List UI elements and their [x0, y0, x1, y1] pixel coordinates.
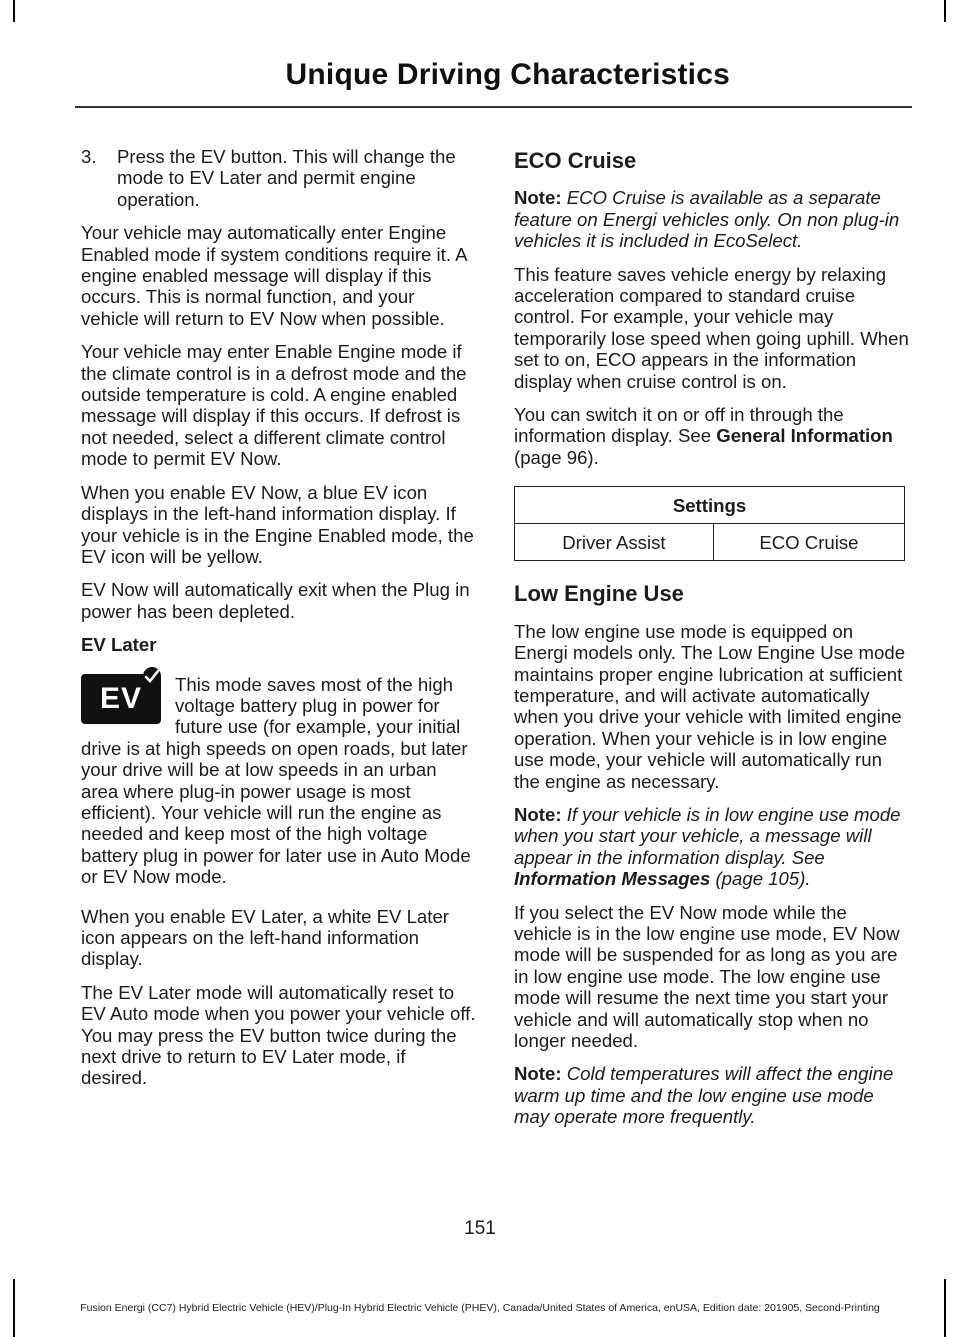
ev-badge-text: EV [99, 681, 143, 715]
page-footer: Fusion Energi (CC7) Hybrid Electric Vehicle (HEV)/Plug-In Hybrid Electric Vehicle (PHEV), Canada/United States of America, enUSA, Edition date: 201905, Second-Printing [80, 1302, 880, 1314]
paragraph-engine-enabled: Your vehicle may automatically enter Engine Enabled mode if system conditions require it. A engine enabled message will display if this occurs. This is normal function, and your vehicle will return to EV Now when possible. [81, 222, 467, 329]
paragraph-eco-cruise-switch [514, 404, 909, 468]
paragraph-enable-engine: Your vehicle may enter Enable Engine mode if the climate control is in a defrost mode and the outside temperature is cold. A engine enabled message will display if this occurs. If defrost is not needed, select a different climate control mode to permit EV Now. [81, 341, 467, 470]
crop-mark-top-left [13, 0, 15, 22]
paragraph-ev-later-icon: When you enable EV Later, a white EV Later icon appears on the left-hand information display. [81, 905, 449, 970]
step-text: Press the EV button. This will change the mode to EV Later and permit engine operation. [117, 146, 456, 210]
note-text: Cold temperatures will affect the engine warm up time and the low engine use mode may operate more frequently. [514, 1063, 894, 1128]
paragraph-ev-later-desc: This mode saves most of the high voltage battery plug in power for future use (for example, your initial drive is at high speeds on open roads, but later your drive will be at low speeds in an urban area where plug-in power usage is most efficient). Your vehicle will run the engine as needed and keep most of the high voltage battery plug in power for later use in Auto Mode or EV Now mode. [81, 673, 471, 888]
step-3 [81, 146, 476, 210]
heading-eco-cruise: ECO Cruise [514, 148, 637, 173]
paragraph-eco-cruise-desc: This feature saves vehicle energy by relaxing acceleration compared to standard cruise control. For example, your vehicle may temporarily lose speed when going uphill. When set to on, ECO appears in the information display when cruise control is on. [514, 263, 909, 392]
note-label: Note: [514, 187, 562, 209]
heading-ev-later: EV Later [81, 634, 157, 656]
note-cold-temperatures [514, 1063, 909, 1127]
paragraph-low-engine-ev-now: If you select the EV Now mode while the vehicle is in the low engine use mode, EV Now mode will be suspended for as long as you are in low engine use mode. The low engine use mode will resume the next time you start your vehicle and will automatically stop when no longer needed. [514, 901, 900, 1051]
crop-mark-top-right [944, 0, 946, 22]
settings-cell-eco-cruise: ECO Cruise [713, 524, 904, 561]
settings-table-header: Settings [515, 487, 905, 524]
link-general-information[interactable]: General Information [716, 425, 893, 447]
heading-low-engine-use: Low Engine Use [514, 581, 684, 607]
note-eco-cruise [514, 187, 909, 251]
note-text: ECO Cruise is available as a separate feature on Energi vehicles only. On non plug-in vehicles it is included in EcoSelect. [514, 187, 900, 252]
switch-text: You can switch it on or off in through the information display. See [514, 404, 844, 447]
note-page-ref: (page 105). [710, 868, 811, 890]
check-icon [141, 666, 163, 686]
note-low-engine-message [514, 804, 909, 890]
paragraph-low-engine-desc: The low engine use mode is equipped on Energi models only. The Low Engine Use mode maintains proper engine lubrication at sufficient temperature, and will activate automatically when you drive your vehicle with limited engine operation. When your vehicle is in low engine use mode, your vehicle will automatically run the engine as necessary. [514, 620, 906, 792]
page-number: 151 [464, 1218, 496, 1239]
right-column [514, 146, 909, 1140]
link-information-messages[interactable]: Information Messages [514, 868, 711, 890]
left-column [81, 146, 476, 1101]
note-label: Note: [514, 1063, 562, 1085]
settings-table [514, 486, 905, 561]
paragraph-ev-later-reset: The EV Later mode will automatically reset to EV Auto mode when you power your vehicle off. You may press the EV button twice during the next drive to return to EV Later mode, if desired. [81, 981, 476, 1089]
header-divider [75, 106, 912, 108]
step-number: 3. [81, 146, 97, 167]
page-header-title: Unique Driving Characteristics [285, 58, 730, 91]
switch-page-ref: (page 96). [514, 446, 599, 468]
ev-later-block [81, 674, 476, 888]
paragraph-ev-now-exit: EV Now will automatically exit when the Plug in power has been depleted. [81, 579, 470, 622]
paragraph-ev-now-icon: When you enable EV Now, a blue EV icon displays in the left-hand information display. If your vehicle is in the Engine Enabled mode, the EV icon will be yellow. [81, 481, 474, 567]
note-text: If your vehicle is in low engine use mode when you start your vehicle, a message will appear in the information display. See [514, 803, 901, 868]
ev-mode-icon [81, 674, 161, 724]
note-label: Note: [514, 803, 562, 825]
settings-cell-driver-assist: Driver Assist [515, 524, 714, 561]
